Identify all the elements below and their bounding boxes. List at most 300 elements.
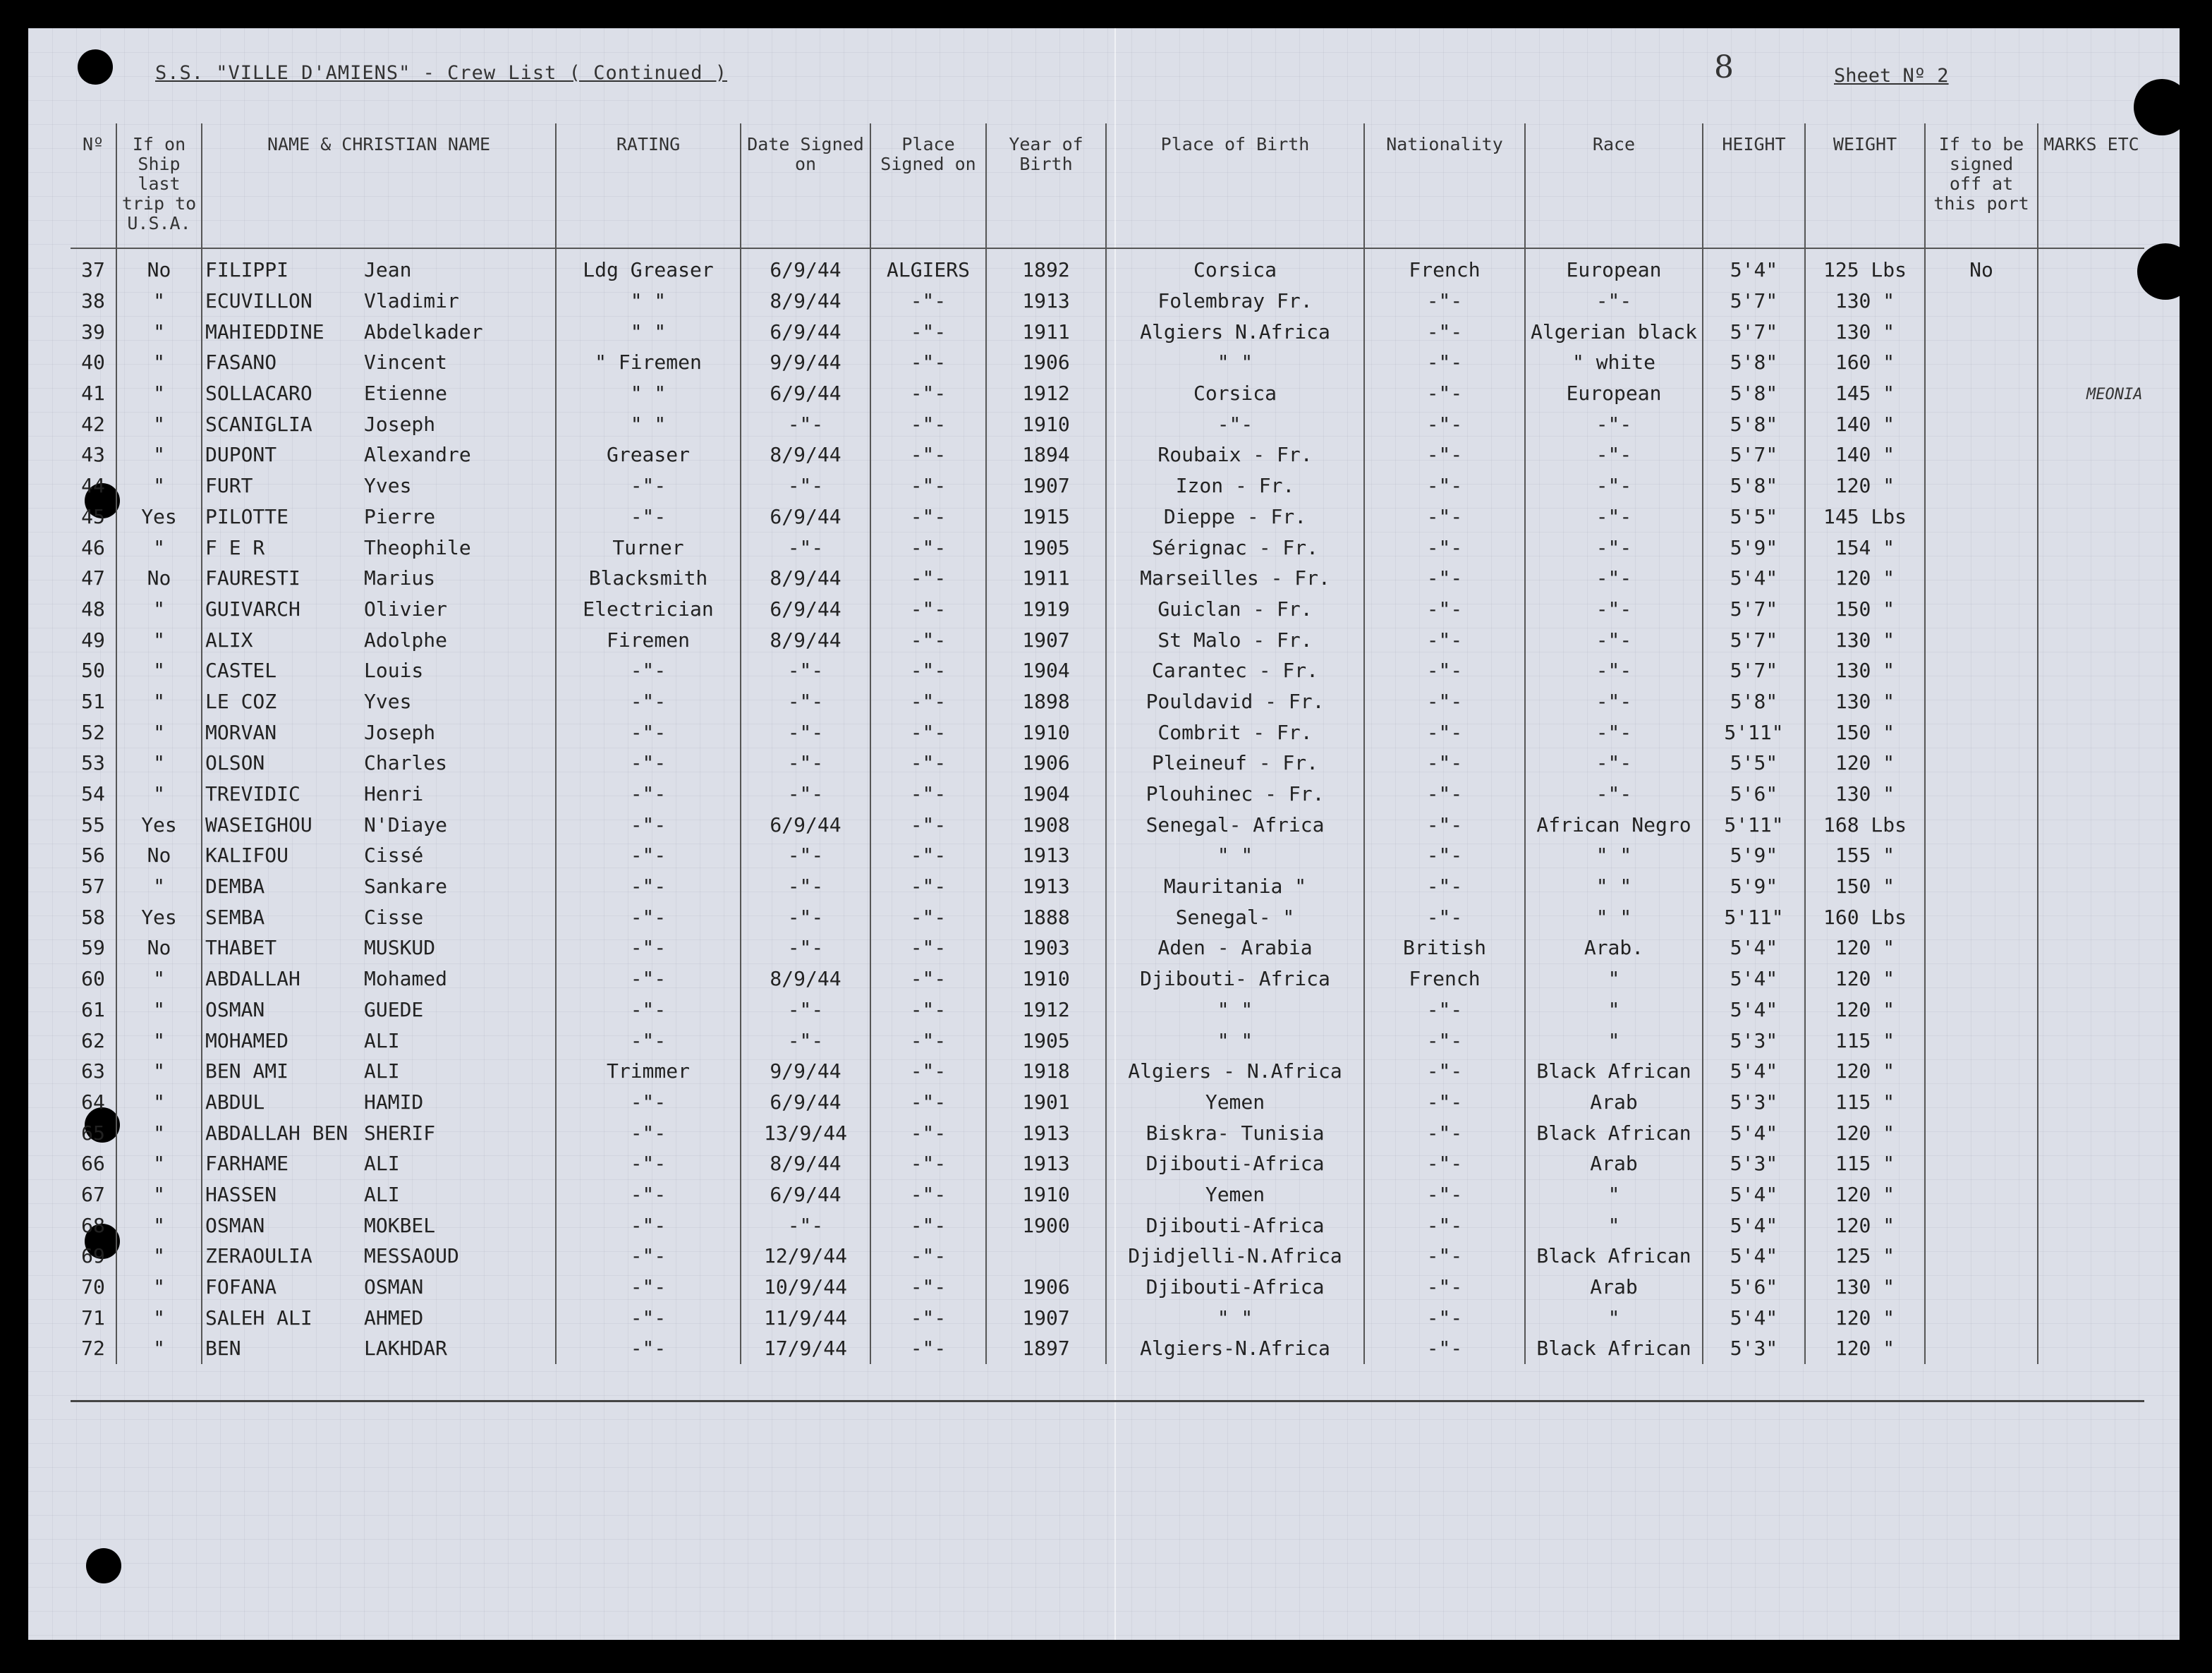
cell-number: 71 <box>81 1306 105 1330</box>
cell-marks <box>2038 871 2144 902</box>
cell-nationality: -"- <box>1364 1148 1525 1179</box>
cell-place-signed: -"- <box>870 1210 986 1241</box>
cell-date-signed: -"- <box>741 686 870 717</box>
cell-nationality: -"- <box>1364 1025 1525 1056</box>
cell-marks <box>2038 748 2144 779</box>
table-row <box>71 248 2144 286</box>
cell-date-signed: -"- <box>741 470 870 501</box>
cell-height: 5'11" <box>1703 717 1805 748</box>
cell-sign-off <box>1925 686 2038 717</box>
cell-place-of-birth: Guiclan - Fr. <box>1106 594 1364 625</box>
cell-race: -"- <box>1525 779 1703 810</box>
cell-usa-last-trip: Yes <box>116 901 202 932</box>
cell-height: 5'9" <box>1703 532 1805 563</box>
cell-place-signed: -"- <box>870 286 986 317</box>
cell-number: 69 <box>81 1244 105 1268</box>
cell-usa-last-trip: " <box>116 1056 202 1087</box>
cell-place-of-birth: Roubaix - Fr. <box>1106 439 1364 470</box>
cell-height: 5'8" <box>1703 686 1805 717</box>
cell-marks <box>2038 378 2144 409</box>
cell-date-signed: 8/9/44 <box>741 439 870 470</box>
cell-date-signed: -"- <box>741 717 870 748</box>
cell-name <box>202 378 556 409</box>
cell-rating: -"- <box>556 809 741 840</box>
cell-year-of-birth: 1900 <box>986 1210 1106 1241</box>
cell-nationality: -"- <box>1364 1179 1525 1210</box>
cell-date-signed: -"- <box>741 779 870 810</box>
cell-rating: Ldg Greaser <box>556 248 741 286</box>
cell-place-signed: -"- <box>870 686 986 717</box>
table-row <box>71 1025 2144 1056</box>
cell-usa-last-trip: " <box>116 408 202 439</box>
surname: HASSEN <box>205 1182 277 1206</box>
given-name: Pierre <box>364 504 436 528</box>
cell-number: 72 <box>81 1337 105 1361</box>
cell-usa-last-trip: " <box>116 594 202 625</box>
surname: ALIX <box>205 628 253 652</box>
cell-date-signed: 6/9/44 <box>741 1087 870 1118</box>
table-row <box>71 1087 2144 1118</box>
cell-race: Black African <box>1525 1333 1703 1364</box>
cell-rating: " Firemen <box>556 347 741 378</box>
cell-place-signed: -"- <box>870 624 986 655</box>
cell-usa-last-trip: " <box>116 779 202 810</box>
cell-place-of-birth: -"- <box>1106 408 1364 439</box>
cell-name <box>202 994 556 1026</box>
cell-place-signed: -"- <box>870 1179 986 1210</box>
cell-nationality: -"- <box>1364 378 1525 409</box>
cell-height: 5'4" <box>1703 1056 1805 1087</box>
cell-place-of-birth: Djibouti-Africa <box>1106 1148 1364 1179</box>
given-name: ALI <box>364 1182 400 1206</box>
cell-height: 5'4" <box>1703 963 1805 994</box>
cell-number: 40 <box>81 351 105 375</box>
cell-marks <box>2038 963 2144 994</box>
cell-race: -"- <box>1525 286 1703 317</box>
cell-place-signed: -"- <box>870 994 986 1026</box>
cell-height: 5'3" <box>1703 1087 1805 1118</box>
cell-weight: 120 " <box>1805 1056 1925 1087</box>
cell-year-of-birth: 1912 <box>986 994 1106 1026</box>
margin-handwritten-note: MEONIA <box>2086 386 2143 403</box>
cell-name <box>202 840 556 871</box>
cell-marks <box>2038 809 2144 840</box>
cell-name <box>202 470 556 501</box>
surname: FURT <box>205 474 253 498</box>
surname: ZERAOULIA <box>205 1244 312 1268</box>
cell-date-signed: 8/9/44 <box>741 1148 870 1179</box>
cell-place-of-birth: Yemen <box>1106 1179 1364 1210</box>
cell-sign-off <box>1925 1241 2038 1272</box>
cell-place-of-birth: Corsica <box>1106 248 1364 286</box>
cell-number: 52 <box>81 720 105 744</box>
cell-place-signed: -"- <box>870 748 986 779</box>
cell-date-signed: 17/9/44 <box>741 1333 870 1364</box>
cell-year-of-birth: 1912 <box>986 378 1106 409</box>
cell-rating: -"- <box>556 748 741 779</box>
cell-name <box>202 748 556 779</box>
cell-date-signed: 8/9/44 <box>741 963 870 994</box>
given-name: ALI <box>364 1059 400 1083</box>
cell-height: 5'4" <box>1703 1302 1805 1333</box>
given-name: SHERIF <box>364 1121 436 1145</box>
cell-year-of-birth: 1907 <box>986 1302 1106 1333</box>
given-name: GUEDE <box>364 997 424 1021</box>
given-name: Jean <box>364 258 412 282</box>
cell-place-signed: -"- <box>870 655 986 686</box>
cell-number: 70 <box>81 1275 105 1299</box>
surname: SOLLACARO <box>205 382 312 406</box>
given-name: Abdelkader <box>364 320 483 343</box>
cell-place-signed: -"- <box>870 1148 986 1179</box>
cell-marks <box>2038 1179 2144 1210</box>
surname: OLSON <box>205 751 265 775</box>
cell-sign-off <box>1925 655 2038 686</box>
cell-place-signed: -"- <box>870 1302 986 1333</box>
cell-date-signed: 6/9/44 <box>741 501 870 533</box>
cell-name <box>202 809 556 840</box>
cell-marks <box>2038 932 2144 963</box>
cell-race: -"- <box>1525 594 1703 625</box>
cell-usa-last-trip: " <box>116 624 202 655</box>
cell-place-signed: -"- <box>870 347 986 378</box>
cell-number: 37 <box>81 258 105 282</box>
cell-number: 68 <box>81 1213 105 1237</box>
cell-place-of-birth: " " <box>1106 347 1364 378</box>
document-title: S.S. "VILLE D'AMIENS" - Crew List ( Continued ) <box>155 62 728 84</box>
cell-date-signed: -"- <box>741 932 870 963</box>
cell-rating: Blacksmith <box>556 563 741 594</box>
given-name: HAMID <box>364 1090 424 1114</box>
cell-weight: 160 Lbs <box>1805 901 1925 932</box>
cell-marks <box>2038 501 2144 533</box>
cell-place-signed: -"- <box>870 563 986 594</box>
cell-year-of-birth: 1913 <box>986 1117 1106 1148</box>
surname: MAHIEDDINE <box>205 320 324 343</box>
cell-nationality: -"- <box>1364 532 1525 563</box>
surname: LE COZ <box>205 689 277 713</box>
table-row <box>71 963 2144 994</box>
cell-name <box>202 624 556 655</box>
cell-place-of-birth: Djidjelli-N.Africa <box>1106 1241 1364 1272</box>
col-header-race: Race <box>1525 123 1703 248</box>
cell-name <box>202 1087 556 1118</box>
given-name: Etienne <box>364 382 448 406</box>
table-row <box>71 748 2144 779</box>
cell-place-signed: -"- <box>870 1025 986 1056</box>
cell-rating: -"- <box>556 1333 741 1364</box>
cell-height: 5'7" <box>1703 286 1805 317</box>
cell-rating: -"- <box>556 1241 741 1272</box>
cell-number: 51 <box>81 689 105 713</box>
cell-weight: 120 " <box>1805 1302 1925 1333</box>
cell-weight: 160 " <box>1805 347 1925 378</box>
cell-race: Arab <box>1525 1148 1703 1179</box>
cell-place-of-birth: Djibouti-Africa <box>1106 1210 1364 1241</box>
cell-height: 5'4" <box>1703 1241 1805 1272</box>
cell-weight: 155 " <box>1805 840 1925 871</box>
cell-rating: -"- <box>556 963 741 994</box>
cell-usa-last-trip: " <box>116 1210 202 1241</box>
cell-year-of-birth: 1918 <box>986 1056 1106 1087</box>
cell-name <box>202 1148 556 1179</box>
cell-date-signed: 6/9/44 <box>741 316 870 347</box>
cell-place-signed: -"- <box>870 470 986 501</box>
cell-race: -"- <box>1525 470 1703 501</box>
cell-name <box>202 408 556 439</box>
cell-sign-off <box>1925 809 2038 840</box>
cell-weight: 125 Lbs <box>1805 248 1925 286</box>
cell-name <box>202 248 556 286</box>
given-name: Yves <box>364 474 412 498</box>
cell-nationality: -"- <box>1364 347 1525 378</box>
surname: ECUVILLON <box>205 289 312 313</box>
cell-rating: -"- <box>556 1210 741 1241</box>
cell-height: 5'4" <box>1703 932 1805 963</box>
table-row <box>71 994 2144 1026</box>
table-row <box>71 1117 2144 1148</box>
cell-usa-last-trip: " <box>116 316 202 347</box>
cell-year-of-birth: 1905 <box>986 532 1106 563</box>
cell-number: 46 <box>81 535 105 559</box>
cell-sign-off <box>1925 286 2038 317</box>
cell-rating: -"- <box>556 1302 741 1333</box>
cell-year-of-birth: 1892 <box>986 248 1106 286</box>
cell-place-of-birth: " " <box>1106 994 1364 1026</box>
cell-sign-off <box>1925 779 2038 810</box>
cell-height: 5'8" <box>1703 408 1805 439</box>
cell-usa-last-trip: " <box>116 1025 202 1056</box>
cell-nationality: French <box>1364 248 1525 286</box>
table-row <box>71 1056 2144 1087</box>
crew-list-sheet <box>28 28 2180 1640</box>
cell-usa-last-trip: No <box>116 248 202 286</box>
cell-place-of-birth: Izon - Fr. <box>1106 470 1364 501</box>
surname: F E R <box>205 535 265 559</box>
cell-number: 58 <box>81 905 105 929</box>
cell-marks <box>2038 901 2144 932</box>
cell-number: 48 <box>81 597 105 621</box>
given-name: Sankare <box>364 875 448 899</box>
cell-place-of-birth: Folembray Fr. <box>1106 286 1364 317</box>
cell-height: 5'8" <box>1703 470 1805 501</box>
given-name: Vladimir <box>364 289 459 313</box>
cell-marks <box>2038 1241 2144 1272</box>
given-name: Vincent <box>364 351 448 375</box>
cell-number: 66 <box>81 1152 105 1176</box>
col-header-sign-off: If to be signed off at this port <box>1925 123 2038 248</box>
given-name: LAKHDAR <box>364 1337 448 1361</box>
cell-date-signed: -"- <box>741 408 870 439</box>
cell-height: 5'4" <box>1703 1117 1805 1148</box>
cell-marks <box>2038 347 2144 378</box>
cell-name <box>202 347 556 378</box>
surname: ABDALLAH BEN <box>205 1121 348 1145</box>
cell-rating: Greaser <box>556 439 741 470</box>
cell-height: 5'3" <box>1703 1148 1805 1179</box>
cell-place-signed: -"- <box>870 1117 986 1148</box>
cell-rating: -"- <box>556 994 741 1026</box>
cell-nationality: -"- <box>1364 994 1525 1026</box>
cell-nationality: -"- <box>1364 1087 1525 1118</box>
cell-race: " <box>1525 994 1703 1026</box>
cell-sign-off <box>1925 1210 2038 1241</box>
cell-number: 62 <box>81 1028 105 1052</box>
cell-place-signed: -"- <box>870 316 986 347</box>
cell-date-signed: -"- <box>741 901 870 932</box>
cell-height: 5'9" <box>1703 871 1805 902</box>
cell-weight: 120 " <box>1805 1117 1925 1148</box>
surname: CASTEL <box>205 659 277 683</box>
cell-height: 5'7" <box>1703 439 1805 470</box>
cell-year-of-birth: 1906 <box>986 748 1106 779</box>
given-name: Mohamed <box>364 967 448 991</box>
cell-race: " white <box>1525 347 1703 378</box>
col-header-place-of-birth: Place of Birth <box>1106 123 1364 248</box>
given-name: ALI <box>364 1152 400 1176</box>
cell-nationality: -"- <box>1364 501 1525 533</box>
cell-usa-last-trip: " <box>116 286 202 317</box>
cell-number: 57 <box>81 875 105 899</box>
cell-weight: 130 " <box>1805 316 1925 347</box>
cell-place-of-birth: Algiers N.Africa <box>1106 316 1364 347</box>
cell-height: 5'7" <box>1703 594 1805 625</box>
cell-place-of-birth: Mauritania " <box>1106 871 1364 902</box>
col-header-nationality: Nationality <box>1364 123 1525 248</box>
cell-height: 5'7" <box>1703 624 1805 655</box>
cell-number: 67 <box>81 1182 105 1206</box>
cell-place-signed: -"- <box>870 501 986 533</box>
cell-nationality: -"- <box>1364 1302 1525 1333</box>
cell-year-of-birth: 1910 <box>986 408 1106 439</box>
cell-place-signed: -"- <box>870 1056 986 1087</box>
cell-height: 5'9" <box>1703 840 1805 871</box>
cell-usa-last-trip: " <box>116 1087 202 1118</box>
cell-place-signed: -"- <box>870 840 986 871</box>
cell-weight: 150 " <box>1805 871 1925 902</box>
surname: FASANO <box>205 351 277 375</box>
given-name: Theophile <box>364 535 471 559</box>
cell-name <box>202 901 556 932</box>
cell-name <box>202 932 556 963</box>
cell-race: -"- <box>1525 624 1703 655</box>
cell-number: 38 <box>81 289 105 313</box>
cell-race: -"- <box>1525 563 1703 594</box>
table-row <box>71 378 2144 409</box>
col-header-rating: RATING <box>556 123 741 248</box>
col-header-usa-last-trip: If on Ship last trip to U.S.A. <box>116 123 202 248</box>
cell-weight: 120 " <box>1805 1210 1925 1241</box>
surname: DUPONT <box>205 443 277 467</box>
cell-weight: 145 " <box>1805 378 1925 409</box>
surname: FOFANA <box>205 1275 277 1299</box>
cell-sign-off <box>1925 748 2038 779</box>
cell-number: 55 <box>81 813 105 836</box>
surname: THABET <box>205 936 277 960</box>
table-row <box>71 717 2144 748</box>
cell-year-of-birth: 1888 <box>986 901 1106 932</box>
cell-marks <box>2038 532 2144 563</box>
table-row <box>71 501 2144 533</box>
cell-rating: Trimmer <box>556 1056 741 1087</box>
cell-place-of-birth: Algiers - N.Africa <box>1106 1056 1364 1087</box>
cell-number: 60 <box>81 967 105 991</box>
cell-usa-last-trip: No <box>116 932 202 963</box>
cell-place-signed: -"- <box>870 532 986 563</box>
given-name: Charles <box>364 751 448 775</box>
cell-place-of-birth: Algiers-N.Africa <box>1106 1333 1364 1364</box>
cell-weight: 125 " <box>1805 1241 1925 1272</box>
cell-nationality: -"- <box>1364 1241 1525 1272</box>
cell-marks <box>2038 1087 2144 1118</box>
cell-name <box>202 1210 556 1241</box>
cell-number: 41 <box>81 382 105 406</box>
cell-place-signed: -"- <box>870 1087 986 1118</box>
cell-nationality: -"- <box>1364 840 1525 871</box>
col-header-name: NAME & CHRISTIAN NAME <box>202 123 556 248</box>
cell-weight: 120 " <box>1805 563 1925 594</box>
cell-year-of-birth: 1894 <box>986 439 1106 470</box>
cell-place-of-birth: St Malo - Fr. <box>1106 624 1364 655</box>
cell-name <box>202 1179 556 1210</box>
cell-year-of-birth: 1905 <box>986 1025 1106 1056</box>
cell-place-of-birth: Combrit - Fr. <box>1106 717 1364 748</box>
cell-usa-last-trip: " <box>116 439 202 470</box>
cell-usa-last-trip: No <box>116 840 202 871</box>
cell-race: -"- <box>1525 532 1703 563</box>
cell-sign-off <box>1925 994 2038 1026</box>
cell-rating: -"- <box>556 1087 741 1118</box>
table-row <box>71 840 2144 871</box>
cell-race: " <box>1525 1025 1703 1056</box>
cell-usa-last-trip: " <box>116 1302 202 1333</box>
cell-nationality: -"- <box>1364 1117 1525 1148</box>
cell-weight: 120 " <box>1805 994 1925 1026</box>
cell-date-signed: -"- <box>741 994 870 1026</box>
surname: BEN <box>205 1337 241 1361</box>
cell-weight: 150 " <box>1805 594 1925 625</box>
cell-place-of-birth: Pouldavid - Fr. <box>1106 686 1364 717</box>
cell-place-of-birth: " " <box>1106 840 1364 871</box>
cell-race: African Negro <box>1525 809 1703 840</box>
cell-place-signed: -"- <box>870 1333 986 1364</box>
cell-rating: -"- <box>556 779 741 810</box>
cell-place-signed: -"- <box>870 439 986 470</box>
cell-nationality: -"- <box>1364 563 1525 594</box>
cell-year-of-birth: 1903 <box>986 932 1106 963</box>
cell-weight: 130 " <box>1805 655 1925 686</box>
cell-race: Arab. <box>1525 932 1703 963</box>
cell-weight: 140 " <box>1805 439 1925 470</box>
cell-number: 59 <box>81 936 105 960</box>
cell-race: " <box>1525 1210 1703 1241</box>
given-name: Cissé <box>364 844 424 868</box>
cell-marks <box>2038 316 2144 347</box>
table-row <box>71 871 2144 902</box>
cell-race: -"- <box>1525 655 1703 686</box>
cell-place-of-birth: Aden - Arabia <box>1106 932 1364 963</box>
given-name: Joseph <box>364 720 436 744</box>
cell-name <box>202 717 556 748</box>
given-name: Yves <box>364 689 412 713</box>
cell-year-of-birth: 1908 <box>986 809 1106 840</box>
cell-height: 5'4" <box>1703 248 1805 286</box>
cell-date-signed: -"- <box>741 1025 870 1056</box>
surname: FAURESTI <box>205 566 300 590</box>
cell-rating: Turner <box>556 532 741 563</box>
cell-nationality: -"- <box>1364 1056 1525 1087</box>
surname: MORVAN <box>205 720 277 744</box>
